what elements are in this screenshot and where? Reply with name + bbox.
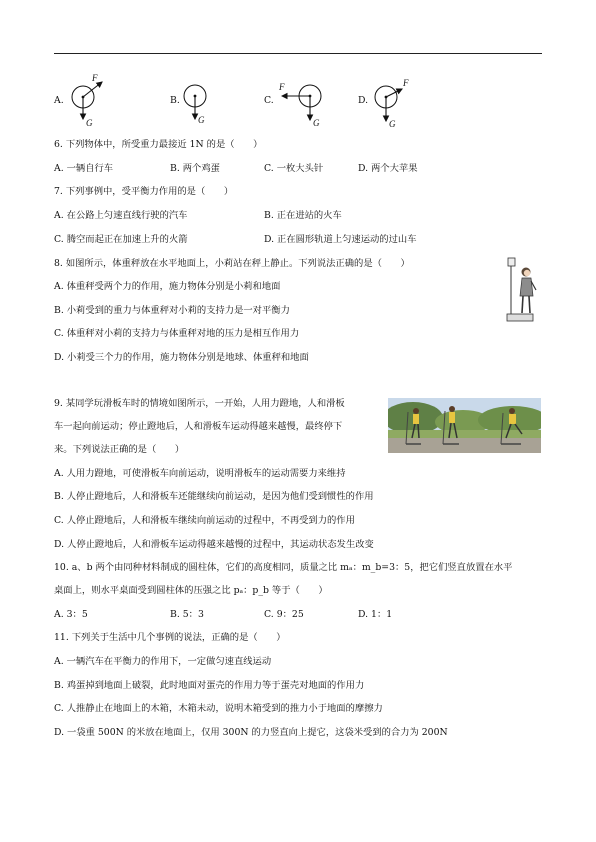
- q5-option-b-label: B.: [170, 95, 180, 106]
- q10-stem-line-1: 10. a、b 两个由同种材料制成的圆柱体，它们的高度相同，质量之比 mₐ：m_b=3：5，把它们竖直放置在水平: [54, 562, 513, 573]
- q11-option-b: B. 鸡蛋掉到地面上破裂，此时地面对蛋壳的作用力等于蛋壳对地面的作用力: [54, 680, 365, 691]
- q5-diagram-d: [368, 68, 428, 130]
- q7-option-c: C. 腾空而起正在加速上升的火箭: [54, 234, 188, 245]
- q10-option-b: B. 5：3: [170, 609, 204, 620]
- q7-option-d: D. 正在圆形轨道上匀速运动的过山车: [264, 234, 417, 245]
- q5-d-gravity-label: G: [389, 119, 396, 129]
- q8-option-d: D. 小莉受三个力的作用，施力物体分别是地球、体重秤和地面: [54, 352, 309, 363]
- q9-scooter-photo: [388, 398, 541, 453]
- q5-diagram-c: [274, 68, 334, 130]
- q7-stem: 7. 下列事例中，受平衡力作用的是（ ）: [54, 186, 234, 197]
- q10-option-a: A. 3：5: [54, 609, 88, 620]
- q9-option-a: A. 人用力蹬地，可使滑板车向前运动，说明滑板车的运动需要力来维持: [54, 468, 346, 479]
- q11-stem: 11. 下列关于生活中几个事例的说法，正确的是（ ）: [54, 632, 286, 643]
- q8-option-a: A. 体重秤受两个力的作用，施力物体分别是小莉和地面: [54, 281, 281, 292]
- q5-a-gravity-label: G: [86, 118, 93, 128]
- q6-stem: 6. 下列物体中，所受重力最接近 1N 的是（ ）: [54, 139, 263, 150]
- q6-option-d: D. 两个大苹果: [358, 163, 418, 174]
- q5-c-gravity-label: G: [313, 118, 320, 128]
- q5-diagram-b: [176, 68, 226, 130]
- q9-option-b: B. 人停止蹬地后，人和滑板车还能继续向前运动，是因为他们受到惯性的作用: [54, 491, 374, 502]
- q9-stem-line-3: 来。下列说法正确的是（ ）: [54, 444, 185, 455]
- q5-diagram-a: [64, 68, 124, 130]
- q10-stem-line-2: 桌面上，则水平桌面受到圆柱体的压强之比 pₐ：p_b 等于（ ）: [54, 585, 328, 596]
- q5-c-force-label: F: [279, 82, 285, 92]
- q11-option-c: C. 人推静止在地面上的木箱，木箱未动，说明木箱受到的推力小于地面的摩擦力: [54, 703, 383, 714]
- q9-stem-line-2: 车一起向前运动；停止蹬地后，人和滑板车运动得越来越慢，最终停下: [54, 421, 343, 432]
- q6-option-b: B. 两个鸡蛋: [170, 163, 220, 174]
- q10-option-d: D. 1：1: [358, 609, 393, 620]
- q5-option-a-label: A.: [54, 95, 64, 106]
- q10-option-c: C. 9：25: [264, 609, 304, 620]
- header-rule: [54, 53, 542, 54]
- q8-option-c: C. 体重秤对小莉的支持力与体重秤对地的压力是相互作用力: [54, 328, 300, 339]
- q8-girl-on-scale-figure: [505, 256, 543, 324]
- q11-option-d: D. 一袋重 500N 的米放在地面上，仅用 300N 的力竖直向上提它，这袋米受到的合力为 200N: [54, 727, 448, 738]
- q8-stem: 8. 如图所示，体重秤放在水平地面上，小莉站在秤上静止。下列说法正确的是（ ）: [54, 258, 410, 269]
- q9-option-c: C. 人停止蹬地后，人和滑板车继续向前运动的过程中，不再受到力的作用: [54, 515, 355, 526]
- q9-stem-line-1: 9. 某同学玩滑板车时的情境如图所示，一开始，人用力蹬地，人和滑板: [54, 398, 345, 409]
- q5-d-force-label: F: [403, 78, 409, 88]
- q6-option-a: A. 一辆自行车: [54, 163, 114, 174]
- q9-option-d: D. 人停止蹬地后，人和滑板车运动得越来越慢的过程中，其运动状态发生改变: [54, 539, 374, 550]
- q7-option-a: A. 在公路上匀速直线行驶的汽车: [54, 210, 188, 221]
- q5-option-d-label: D.: [358, 95, 369, 106]
- q5-a-force-label: F: [92, 73, 98, 83]
- q6-option-c: C. 一枚大头针: [264, 163, 324, 174]
- q11-option-a: A. 一辆汽车在平衡力的作用下，一定做匀速直线运动: [54, 656, 272, 667]
- q5-b-gravity-label: G: [198, 115, 205, 125]
- q5-option-c-label: C.: [264, 95, 274, 106]
- q8-option-b: B. 小莉受到的重力与体重秤对小莉的支持力是一对平衡力: [54, 305, 290, 316]
- q7-option-b: B. 正在进站的火车: [264, 210, 342, 221]
